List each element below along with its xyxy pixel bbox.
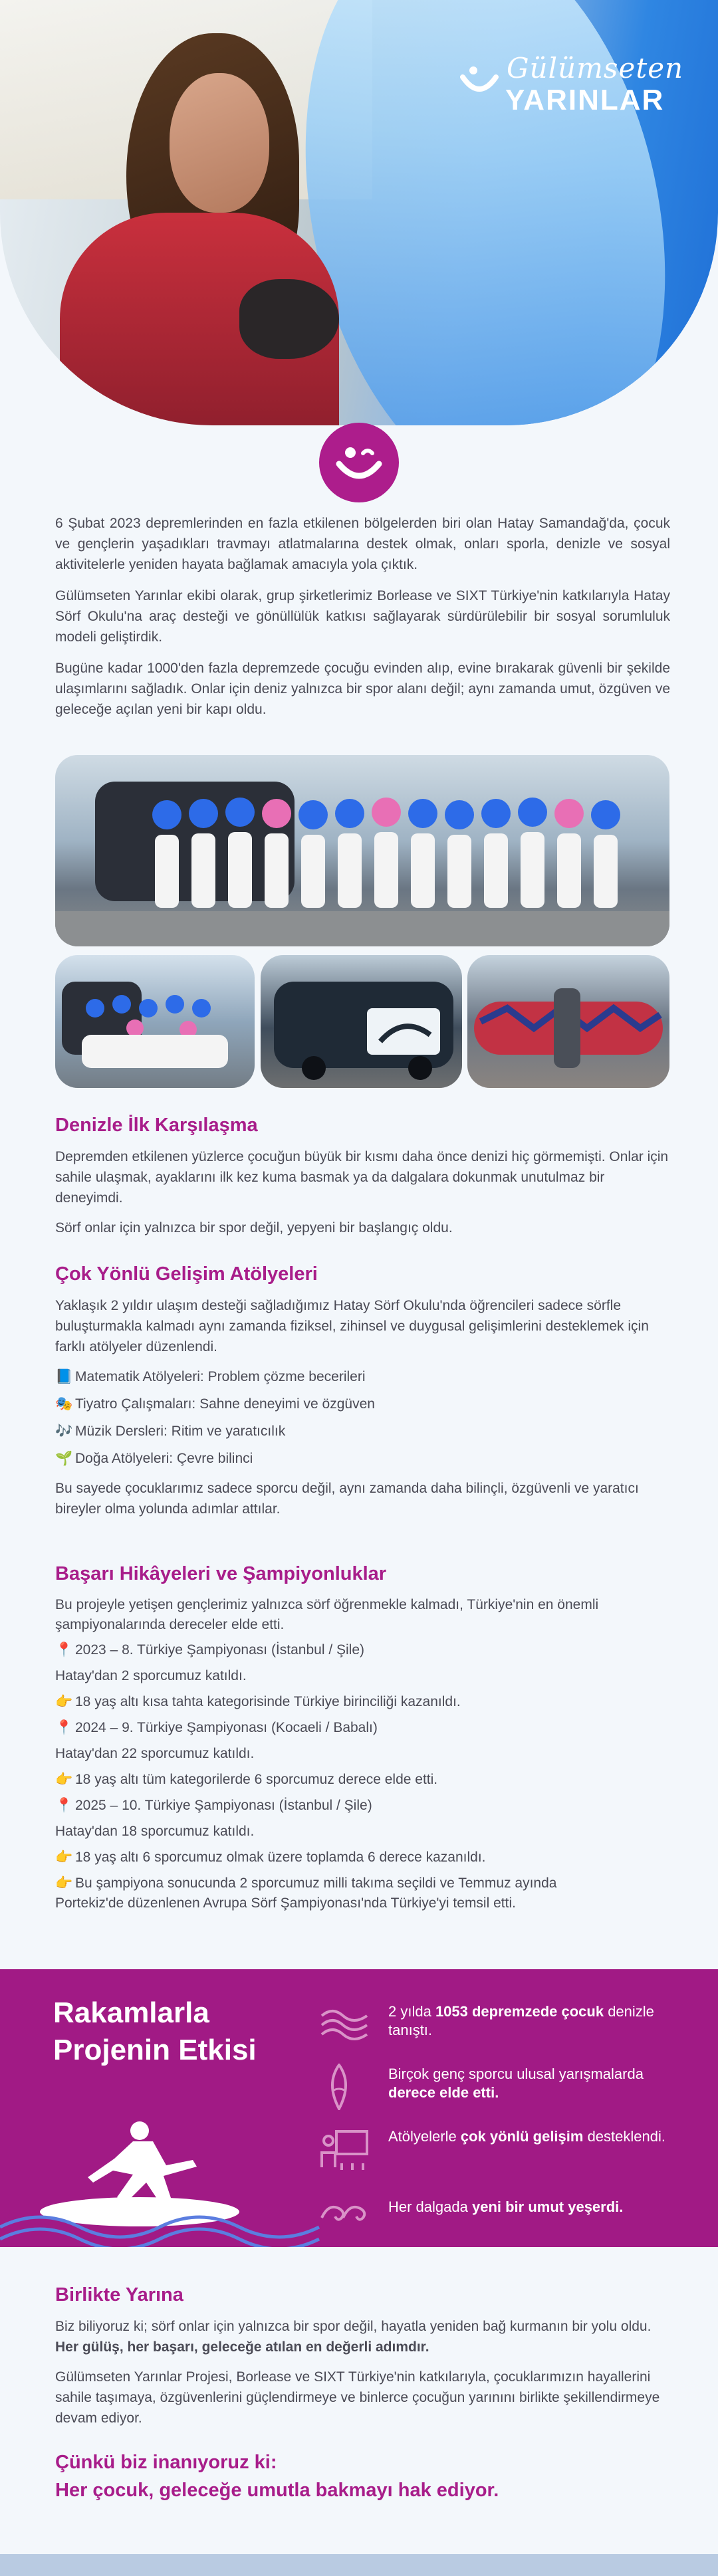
success-line [55, 1822, 670, 1842]
success-paragraph-1: Bu projeyle yetişen gençlerimiz yalnızca sörf öğrenmekle kalmadı, Türkiye'nin en önemli şampiyonalarında dereceler elde etti. [55, 1597, 599, 1632]
impact-stat-hope [319, 2189, 691, 2242]
surfer-face [170, 73, 269, 213]
impact-stat-medals [319, 2064, 691, 2117]
book-icon: 📘 [55, 1369, 73, 1384]
sea-title: Denizle İlk Karşılaşma [55, 1115, 258, 1136]
workshop-item-label: Müzik Dersleri: Ritim ve yaratıcılık [75, 1424, 286, 1439]
music-notes-icon: 🎶 [55, 1424, 73, 1439]
surfboards-photo-illustration [467, 955, 669, 1088]
belief-heading: Çünkü biz inanıyoruz ki: [55, 2452, 277, 2473]
pin-icon: 📍 [55, 1720, 73, 1735]
success-title: Başarı Hikâyeleri ve Şampiyonluklar [55, 1563, 387, 1584]
pointing-hand-icon: 👉 [55, 1850, 73, 1865]
impact-title-line-1: Rakamlarla [53, 1996, 209, 2029]
intro-paragraph-1: 6 Şubat 2023 depremlerinden en fazla etkilenen bölgelerden biri olan Hatay Samandağ'da, çocuk ve gençlerin yaşadıkları travmayı atlatmalarına destek olmak, onları sporla, denizle ve sosyal aktivitelerle yeniden hayata bağlamak amacıyla yola çıktık. [55, 516, 670, 572]
success-line [55, 1893, 670, 1913]
success-line [55, 1640, 670, 1660]
pin-icon: 📍 [55, 1642, 73, 1658]
surfboards-photo [467, 955, 669, 1088]
impact-stat-text: 2 yılda 1053 depremzede çocuk denizle tanıştı. [388, 2003, 654, 2038]
success-line [55, 1770, 670, 1790]
group-photo-illustration [55, 755, 669, 946]
success-line [55, 1692, 670, 1712]
hero-banner [0, 0, 718, 425]
impact-title [53, 1994, 257, 2069]
success-line-text: 2023 – 8. Türkiye Şampiyonası (İstanbul / Şile) [75, 1642, 365, 1658]
wave-icon [319, 2001, 371, 2048]
impact-section [0, 1969, 718, 2247]
smile-badge [319, 423, 399, 502]
intro-paragraph-2: Gülümseten Yarınlar ekibi olarak, grup şirketlerimiz Borlease ve SIXT Türkiye'nin katkılarıyla Hatay Sörf Okulu'na araç desteği ve gönüllülük katkısı sağlayarak sürdürülebilir bir sosyal sorumluluk modeli geliştirdik. [55, 588, 670, 645]
success-line [55, 1666, 670, 1686]
theatre-masks-icon: 🎭 [55, 1396, 73, 1412]
success-line-text: 2025 – 10. Türkiye Şampiyonası (İstanbul / Şile) [75, 1798, 372, 1813]
sea-paragraph-1: Depremden etkilenen yüzlerce çocuğun büyük bir kısmı daha önce denizi hiç görmemişti. Onlar için sahile ulaşmak, ayaklarını ilk kez kuma basmak ya da dalgalara dokunmak unutulmaz bir deneyimdi. [55, 1149, 669, 1206]
success-line [55, 1848, 670, 1868]
success-line-text: 2024 – 9. Türkiye Şampiyonası (Kocaeli / Babalı) [75, 1720, 378, 1735]
closing-paragraph-2: Gülümseten Yarınlar Projesi, Borlease ve SIXT Türkiye'nin katkılarıyla, çocuklarımızın hayallerini sahile taşımaya, özgüvenlerini güçlendirmeye ve binlerce çocuğun yarınını birlikte şekillendirmeye devam ediyor. [55, 2369, 660, 2426]
workshop-item-label: Doğa Atölyeleri: Çevre bilinci [75, 1451, 253, 1466]
workshops-paragraph-2: Bu sayede çocuklarımız sadece sporcu değil, aynı zamanda daha bilinçli, özgüvenli ve yaratıcı bireyler olma yolunda adımlar attılar. [55, 1481, 639, 1517]
impact-stat-text: Her dalgada yeni bir umut yeşerdi. [388, 2199, 624, 2215]
workshop-item-math [55, 1366, 670, 1387]
van-photo [261, 955, 462, 1088]
success-line-text: Bu şampiyona sonucunda 2 sporcumuz milli takıma seçildi ve Temmuz ayında [75, 1876, 557, 1891]
success-line-text: Hatay'dan 22 sporcumuz katıldı. [55, 1746, 255, 1761]
brand-logo[interactable] [459, 47, 684, 120]
workshop-item-label: Matematik Atölyeleri: Problem çözme becerileri [75, 1369, 366, 1384]
success-line-text: Hatay'dan 2 sporcumuz katıldı. [55, 1668, 247, 1683]
success-line [55, 1718, 670, 1738]
workshop-icon [319, 2126, 371, 2173]
group-photo-small-1 [55, 955, 255, 1088]
success-line-text: Portekiz'de düzenlenen Avrupa Sörf Şampiyonası'nda Türkiye'yi temsil etti. [55, 1895, 516, 1911]
workshop-item-theatre [55, 1394, 670, 1414]
smile-logo-icon [459, 57, 500, 98]
workshops-text [55, 1295, 670, 1529]
workshops-title: Çok Yönlü Gelişim Atölyeleri [55, 1263, 318, 1285]
workshop-item-label: Tiyatro Çalışmaları: Sahne deneyimi ve özgüven [75, 1396, 375, 1412]
brand-line2: YARINLAR [505, 84, 665, 116]
sea-paragraph-2: Sörf onlar için yalnızca bir spor değil, yepyeni bir başlangıç oldu. [55, 1220, 453, 1235]
van-photo-illustration [261, 955, 462, 1088]
group-photo-van [55, 755, 669, 946]
closing-title: Birlikte Yarına [55, 2284, 183, 2306]
workshop-item-nature [55, 1448, 670, 1469]
surfer-glove [239, 279, 339, 359]
closing-paragraph-1: Biz biliyoruz ki; sörf onlar için yalnızca bir spor değil, hayatla yeniden bağ kurmanın bir yolu oldu. Her gülüş, her başarı, geleceğe atılan en değerli adımdır. [55, 2319, 652, 2355]
impact-title-line-2: Projenin Etkisi [53, 2034, 257, 2066]
impact-stat-text: Birçok genç sporcu ulusal yarışmalarda derece elde etti. [388, 2066, 644, 2101]
workshops-paragraph-1: Yaklaşık 2 yıldır ulaşım desteği sağladığımız Hatay Sörf Okulu'nda öğrencileri sadece sörfle buluşturmakla kalmadı aynı zamanda fiziksel, zihinsel ve duygusal gelişimlerini desteklemek için farklı atölyeler düzenlendi. [55, 1298, 649, 1354]
success-line [55, 1874, 670, 1893]
surfboard-icon [319, 2064, 371, 2110]
pointing-hand-icon: 👉 [55, 1772, 73, 1787]
impact-stat-workshops [319, 2126, 691, 2179]
impact-stat-children [319, 2001, 691, 2054]
workshop-item-music [55, 1421, 670, 1442]
wave-swirl-icon [319, 2189, 371, 2235]
pin-icon: 📍 [55, 1798, 73, 1813]
smile-wink-icon [319, 423, 399, 502]
pointing-hand-icon: 👉 [55, 1876, 73, 1891]
sea-text [55, 1146, 670, 1247]
brand-line1: Gülümseten [507, 52, 684, 84]
success-line [55, 1744, 670, 1764]
success-line-text: 18 yaş altı 6 sporcumuz olmak üzere toplamda 6 derece kazanıldı. [75, 1850, 486, 1865]
intro-text [55, 513, 670, 730]
belief-statement: Her çocuk, geleceğe umutla bakmayı hak ediyor. [55, 2480, 499, 2501]
seedling-icon: 🌱 [55, 1451, 73, 1466]
success-line-text: 18 yaş altı tüm kategorilerde 6 sporcumuz derece elde etti. [75, 1772, 438, 1787]
pointing-hand-icon: 👉 [55, 1694, 73, 1709]
intro-paragraph-3: Bugüne kadar 1000'den fazla depremzede çocuğu evinden alıp, evine bırakarak güvenli bir şekilde ulaşımlarını sağladık. Onlar için deniz yalnızca bir spor alanı değil; aynı zamanda umut, özgüven ve geleceğe açılan yeni bir kapı oldu. [55, 661, 670, 717]
success-line-text: 18 yaş altı kısa tahta kategorisinde Türkiye birinciliği kazanıldı. [75, 1694, 461, 1709]
closing-text [55, 2316, 670, 2438]
success-text [55, 1595, 670, 1913]
footer-bar [0, 2554, 718, 2576]
impact-stat-text: Atölyelerle çok yönlü gelişim desteklendi. [388, 2128, 665, 2145]
success-line-text: Hatay'dan 18 sporcumuz katıldı. [55, 1824, 255, 1839]
success-line [55, 1796, 670, 1816]
group-photo-small-1-illustration [55, 955, 255, 1088]
